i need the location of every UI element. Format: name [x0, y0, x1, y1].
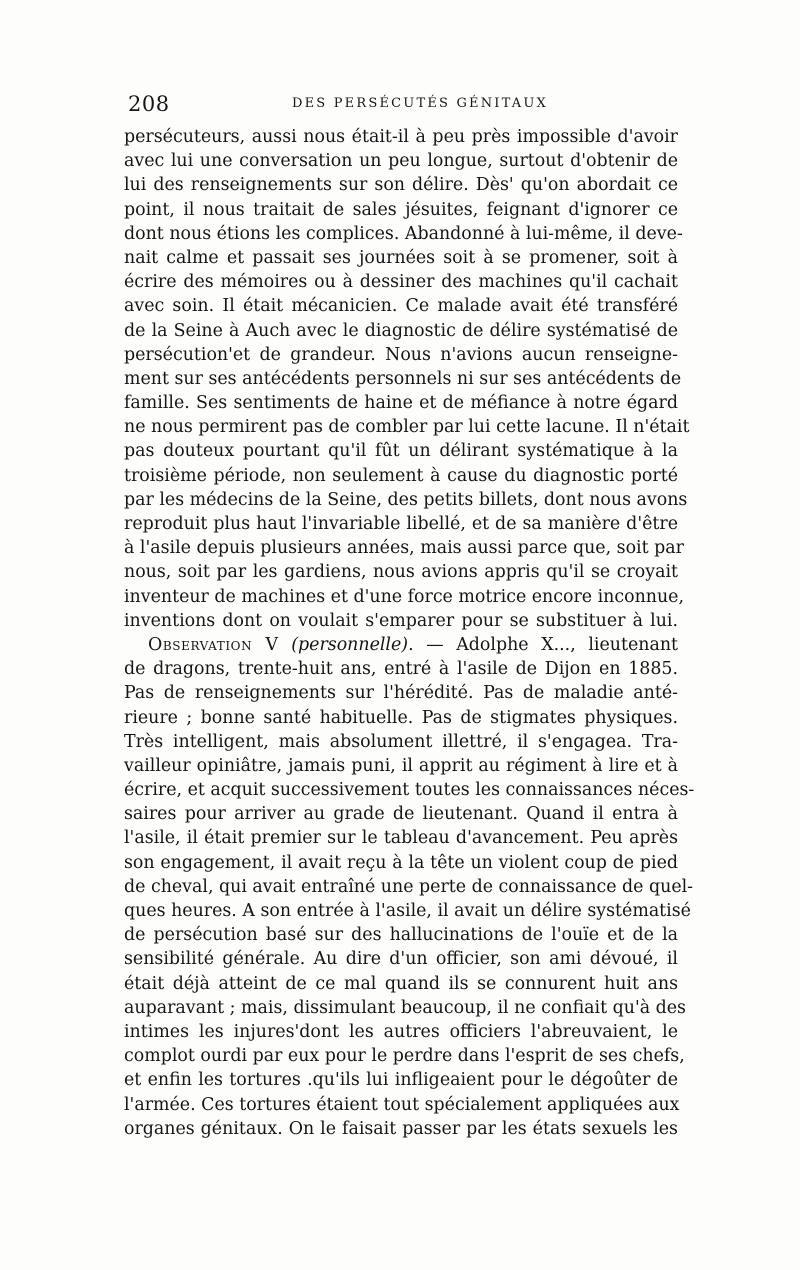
- text-line: rieure ; bonne santé habituelle. Pas de stigmates physiques.: [124, 707, 678, 728]
- text-line: point, il nous traitait de sales jésuites, feignant d'ignorer ce: [124, 199, 678, 220]
- text-line: de cheval, qui avait entraîné une perte de connaissance de quel-: [124, 876, 694, 897]
- observation-line-rest: . — Adolphe X..., lieutenant: [408, 634, 679, 655]
- text-line: inventeur de machines et d'une force motrice encore inconnue,: [124, 586, 684, 607]
- text-line: organes génitaux. On le faisait passer par les états sexuels les: [124, 1118, 678, 1139]
- text-line: ques heures. A son entrée à l'asile, il avait un délire systématisé: [124, 901, 691, 921]
- text-line: écrire des mémoires ou à dessiner des machines qu'il cachait: [124, 272, 678, 293]
- text-line: ment sur ses antécédents personnels ni sur ses antécédents de: [124, 368, 682, 389]
- observation-qualifier: (personnelle): [291, 634, 409, 655]
- text-line: complot ourdi par eux pour le perdre dans l'esprit de ses chefs,: [124, 1046, 685, 1067]
- text-line: Pas de renseignements sur l'hérédité. Pas de maladie anté-: [124, 683, 678, 704]
- text-line: saires pour arriver au grade de lieutenant. Quand il entra à: [124, 804, 678, 825]
- text-line: nait calme et passait ses journées soit à se promener, soit à: [124, 247, 678, 268]
- text-line: écrire, et acquit successivement toutes les connaissances néces-: [124, 780, 695, 801]
- text-line: était déjà atteint de ce mal quand ils se connurent huit ans: [124, 973, 678, 994]
- text-line: persécuteurs, aussi nous était-il à peu près impossible d'avoir: [124, 127, 678, 147]
- observation-heading-line: [124, 633, 678, 657]
- text-line: ne nous permirent pas de combler par lui cette lacune. Il n'était: [124, 417, 690, 438]
- text-line: et enfin les tortures .qu'ils lui infligeaient pour le dégoûter de: [124, 1070, 678, 1091]
- text-line: l'armée. Ces tortures étaient tout spécialement appliquées aux: [124, 1094, 680, 1115]
- text-line: nous, soit par les gardiens, nous avions appris qu'il se croyait: [124, 562, 678, 583]
- running-title: DES PERSÉCUTÉS GÉNITAUX: [291, 96, 549, 111]
- text-line: inventions dont on voulait s'emparer pour se substituer à lui.: [124, 610, 678, 631]
- text-line: dont nous étions les complices. Abandonné à lui-même, il deve-: [124, 223, 683, 244]
- text-line: avec lui une conversation un peu longue, surtout d'obtenir de: [124, 151, 678, 172]
- page-header: [126, 92, 674, 120]
- text-line: intimes les injures'dont les autres officiers l'abreuvaient, le: [124, 1021, 678, 1042]
- text-line: lui des renseignements sur son délire. Dès' qu'on abordait ce: [124, 175, 678, 196]
- text-line: de dragons, trente-huit ans, entré à l'asile de Dijon en 1885.: [124, 659, 678, 680]
- text-line: l'asile, il était premier sur le tableau d'avancement. Peu après: [124, 828, 678, 849]
- page-number: 208: [128, 92, 170, 116]
- text-line: à l'asile depuis plusieurs années, mais aussi parce que, soit par: [124, 538, 684, 559]
- text-line: auparavant ; mais, dissimulant beaucoup, il ne confiait qu'à des: [124, 997, 686, 1018]
- paragraph-observation: [124, 657, 695, 1141]
- text-line: Très intelligent, mais absolument illettré, il s'engagea. Tra-: [124, 731, 678, 752]
- text-line: famille. Ses sentiments de haine et de méfiance à notre égard: [124, 393, 678, 414]
- text-line: par les médecins de la Seine, des petits billets, dont nous avons: [124, 489, 688, 510]
- observation-label: Observation V: [148, 634, 279, 655]
- text-line: pas douteux pourtant qu'il fût un délirant systématique à la: [124, 441, 678, 462]
- text-line: vailleur opiniâtre, jamais puni, il apprit au régiment à lire et à: [124, 755, 678, 776]
- text-line: son engagement, il avait reçu à la tête un violent coup de pied: [124, 852, 678, 873]
- text-line: de la Seine à Auch avec le diagnostic de délire systématisé de: [124, 320, 678, 341]
- text-line: reproduit plus haut l'invariable libellé, et de sa manière d'être: [124, 514, 678, 534]
- text-line: de persécution basé sur des hallucinations de l'ouïe et de la: [124, 925, 678, 946]
- body-text: [124, 125, 695, 1141]
- text-line: avec soin. Il était mécanicien. Ce malade avait été transféré: [124, 296, 678, 317]
- text-line: troisième période, non seulement à cause du diagnostic porté: [124, 465, 678, 486]
- paragraph-persecuteurs: [124, 125, 690, 633]
- text-line: persécution'et de grandeur. Nous n'avions aucun renseigne-: [124, 344, 678, 365]
- text-line: sensibilité générale. Au dire d'un officier, son ami dévoué, il: [124, 949, 678, 970]
